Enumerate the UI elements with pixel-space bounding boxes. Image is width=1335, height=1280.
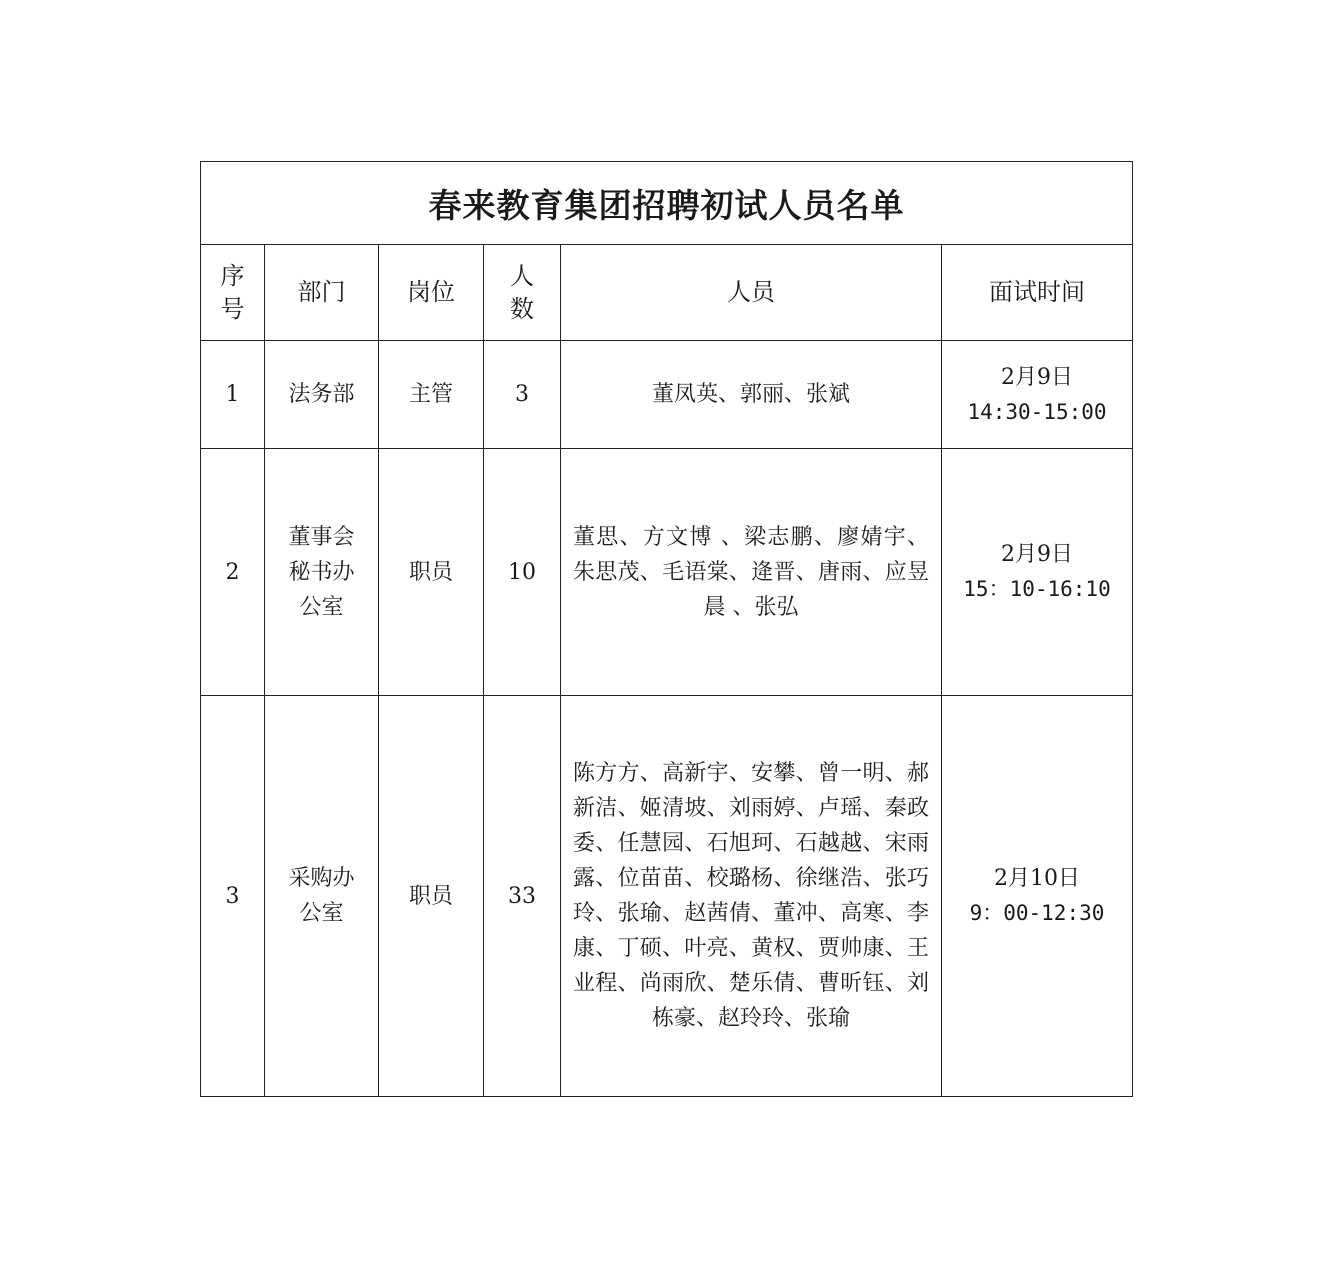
- row-people: 董思、方文博 、梁志鹏、廖婧宇、朱思茂、毛语棠、逄晋、唐雨、应昱晨 、张弘: [561, 449, 942, 696]
- row-index: 1: [201, 341, 265, 449]
- row-count: 33: [484, 696, 561, 1097]
- table-row: [201, 341, 1133, 449]
- table-title: 春来教育集团招聘初试人员名单: [201, 162, 1133, 245]
- row-time: [942, 341, 1133, 449]
- row-time-range: 14:30-15:00: [967, 399, 1107, 424]
- row-department: 采购办公室: [265, 696, 379, 1097]
- row-position: 职员: [379, 449, 484, 696]
- row-count: 3: [484, 341, 561, 449]
- table-row: [201, 696, 1133, 1097]
- row-people: 陈方方、高新宇、安攀、曾一明、郝新洁、姬清坡、刘雨婷、卢瑶、秦政委、任慧园、石旭珂、石越越、宋雨露、位苗苗、校璐杨、徐继浩、张巧玲、张瑜、赵茜倩、董冲、高寒、李康、丁硕、叶亮、黄权、贾帅康、王业程、尚雨欣、楚乐倩、曹昕钰、刘栋豪、赵玲玲、张瑜: [561, 696, 942, 1097]
- header-department: 部门: [265, 245, 379, 341]
- row-department: 法务部: [265, 341, 379, 449]
- table-row: [201, 449, 1133, 696]
- header-index: 序号: [201, 245, 265, 341]
- row-count: 10: [484, 449, 561, 696]
- candidate-table: [200, 161, 1133, 1097]
- candidate-list-sheet: [200, 161, 1132, 1094]
- row-position: 主管: [379, 341, 484, 449]
- header-time: 面试时间: [942, 245, 1133, 341]
- row-date: 2月9日: [1001, 364, 1073, 390]
- header-row: [201, 245, 1133, 341]
- header-position: 岗位: [379, 245, 484, 341]
- header-count: 人数: [484, 245, 561, 341]
- row-people: 董凤英、郭丽、张斌: [561, 341, 942, 449]
- row-index: 3: [201, 696, 265, 1097]
- row-time-range: 15：10-16:10: [963, 577, 1111, 601]
- row-time-range: 9：00-12:30: [969, 901, 1105, 925]
- row-date: 2月10日: [994, 866, 1080, 891]
- row-time: [942, 696, 1133, 1097]
- header-people: 人员: [561, 245, 942, 341]
- row-time: [942, 449, 1133, 696]
- row-department: 董事会秘书办公室: [265, 449, 379, 696]
- row-date: 2月9日: [1001, 542, 1073, 567]
- row-index: 2: [201, 449, 265, 696]
- row-position: 职员: [379, 696, 484, 1097]
